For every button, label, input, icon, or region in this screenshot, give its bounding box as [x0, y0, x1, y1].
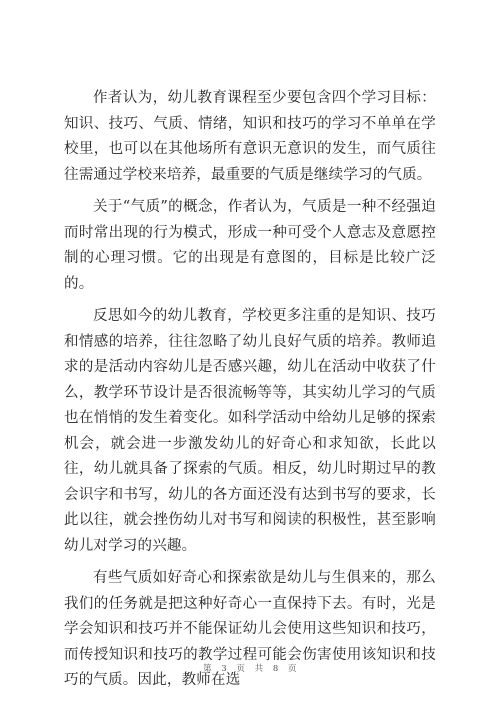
total-pages-number: 8 — [272, 664, 279, 674]
current-page-number: 3 — [221, 664, 228, 674]
body-text — [64, 86, 436, 701]
footer-di: 第 — [203, 664, 213, 674]
footer-ye: 页 — [236, 664, 246, 674]
paragraph-2: 关于“气质”的概念，作者认为，气质是一种不经强迫而时常出现的行为模式，形成一种可受个人意志及意愿控制的心理习惯。它的出现是有意图的，目标是比较广泛的。 — [64, 199, 436, 292]
footer-ye-2: 页 — [287, 664, 297, 674]
page-footer — [0, 662, 500, 674]
paragraph-3: 反思如今的幼儿教育，学校更多注重的是知识、技巧和情感的培养，往往忽略了幼儿良好气质的培养。教师追求的是活动内容幼儿是否感兴趣，幼儿在活动中收获了什么，教学环节设计是否很流畅等等，其实幼儿学习的气质也在悄悄的发生着变化。如科学活动中给幼儿足够的探索机会，就会进一步激发幼儿的好奇心和求知欲，长此以往，幼儿就具备了探索的气质。相反，幼儿时期过早的教会识字和书写，幼儿的各方面还没有达到书写的要求，长此以往，就会挫伤幼儿对书写和阅读的积极性，甚至影响幼儿对学习的兴趣。 — [64, 308, 436, 554]
paragraph-4: 有些气质如好奇心和探索欲是幼儿与生俱来的，那么我们的任务就是把这种好奇心一直保持下去。有时，光是学会知识和技巧并不能保证幼儿会使用这些知识和技巧，而传授知识和技巧的教学过程可能会伤害使用该知识和技巧的气质。因此，教师在选 — [64, 570, 436, 688]
footer-gong: 共 — [254, 664, 264, 674]
paragraph-1: 作者认为，幼儿教育课程至少要包含四个学习目标：知识、技巧、气质、情绪，知识和技巧的学习不单单在学校里，也可以在其他场所有意识无意识的发生，而气质往往需通过学校来培养，最重要的气质是继续学习的气质。 — [64, 90, 436, 183]
